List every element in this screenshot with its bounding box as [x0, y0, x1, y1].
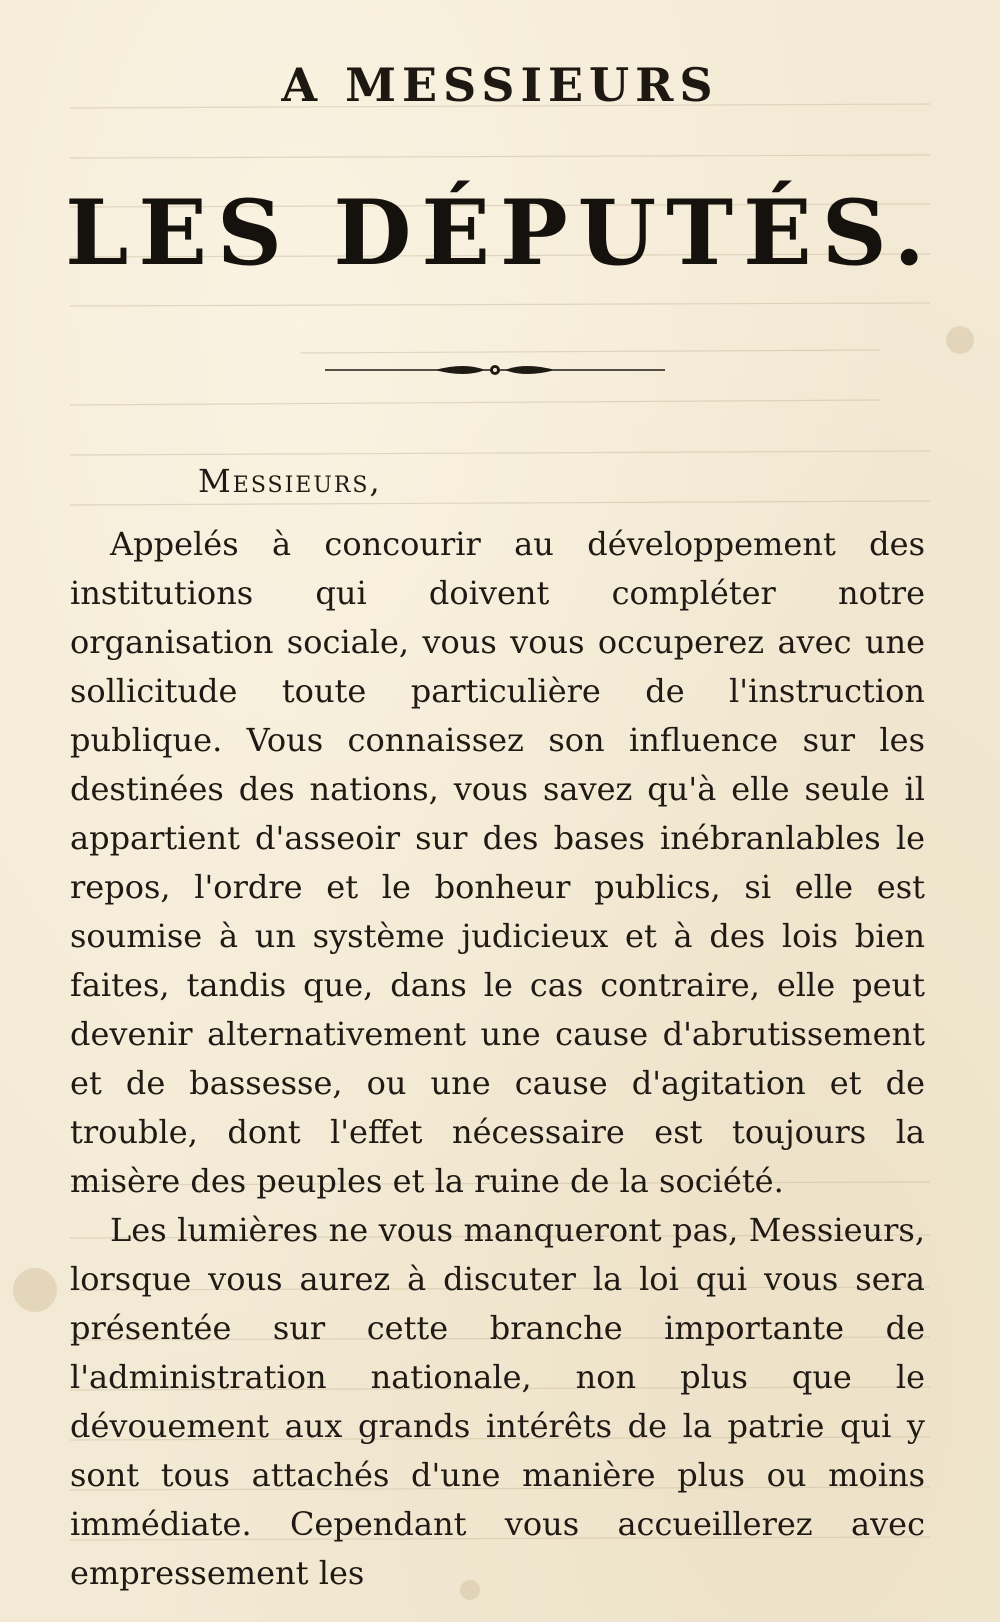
dedication-heading-line1: A MESSIEURS: [281, 58, 719, 112]
letter-body: [70, 520, 925, 1598]
dedication-heading-line2: LES DÉPUTÉS.: [65, 180, 935, 286]
letter-salutation: Messieurs,: [198, 462, 382, 500]
ornamental-rule-icon: [325, 360, 665, 380]
letter-paragraph-2: Les lumières ne vous manqueront pas, Messieurs, lorsque vous aurez à discuter la loi qui vous sera présentée sur cette branche importante de l'administration nationale, non plus que le dévouement aux grands intérêts de la patrie qui y sont tous attachés d'une manière plus ou moins immédiate. Cependant vous accueillerez avec empressement les: [70, 1211, 925, 1592]
letter-paragraph-1: Appelés à concourir au développement des institutions qui doivent compléter notre organisation sociale, vous vous occuperez avec une sollicitude toute particulière de l'instruction publique. Vous connaissez son influence sur les destinées des nations, vous savez qu'à elle seule il appartient d'asseoir sur des bases inébranlables le repos, l'ordre et le bonheur publics, si elle est soumise à un système judicieux et à des lois bien faites, tandis que, dans le cas contraire, elle peut devenir alternativement une cause d'abrutissement et de bassesse, ou une cause d'agitation et de trouble, dont l'effet nécessaire est toujours la misère des peuples et la ruine de la société.: [70, 525, 925, 1200]
